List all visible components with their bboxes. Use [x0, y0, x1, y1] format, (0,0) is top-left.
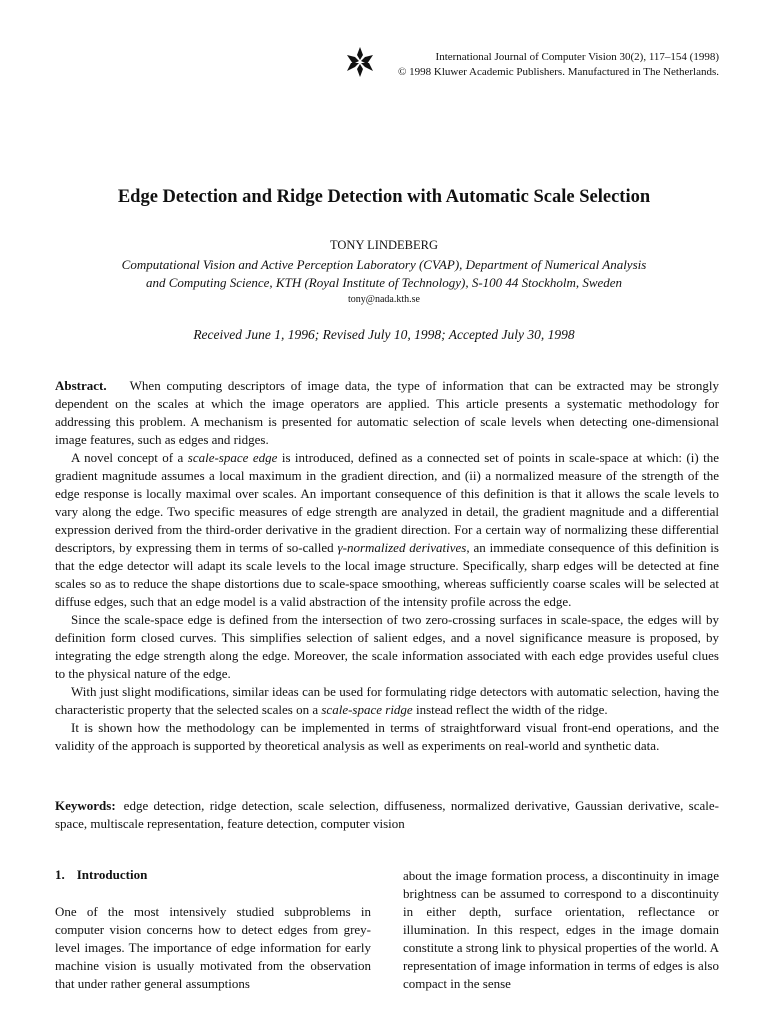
- journal-citation: International Journal of Computer Vision 30(2), 117–154 (1998): [435, 51, 719, 63]
- paper-title: Edge Detection and Ridge Detection with Automatic Scale Selection: [117, 187, 651, 207]
- copyright-line: © 1998 Kluwer Academic Publishers. Manufactured in The Netherlands.: [398, 66, 719, 78]
- section-heading-introduction: [55, 867, 147, 883]
- abstract: [55, 377, 719, 755]
- abstract-p4-text-b: instead reflect the width of the ridge.: [412, 702, 608, 717]
- abstract-paragraph-5: It is shown how the methodology can be implemented in terms of straightforward visual front-end operations, and the validity of the approach is supported by theoretical analysis as well as experiments on real-world and synthetic data.: [55, 720, 719, 753]
- section-title: Introduction: [76, 867, 148, 882]
- submission-dates: Received June 1, 1996; Revised July 10, 1998; Accepted July 30, 1998: [193, 327, 575, 342]
- intro-column-right: about the image formation process, a discontinuity in image brightness can be assumed to correspond to a discontinuity in either depth, surface orientation, reflectance or illumination. In this respect, edges in the image domain constitute a strong link to physical properties of the world. A representation of image information in terms of edges is also compact in the sense: [403, 868, 719, 991]
- author-email: tony@nada.kth.se: [348, 294, 420, 305]
- abstract-p2-text-c: , an immediate consequence of this definition is that the edge detector will adapt its scale levels to the local image structure. Specifically, sharp edges will be detected at fine scales so as to reduce the shape distortions due to scale-space smoothing, whereas sufficiently coarse scales will be selected at diffuse edges, such that an edge model is a valid abstraction of the intensity profile across the edge.: [55, 540, 719, 609]
- abstract-paragraph-4: [55, 683, 719, 719]
- term-scale-space-edge: scale-space edge: [187, 450, 278, 465]
- abstract-p2-text-a: A novel concept of a: [71, 450, 188, 465]
- affiliation-line-1: Computational Vision and Active Perception Laboratory (CVAP), Department of Numerical Analysis: [121, 257, 647, 272]
- term-scale-space-ridge: scale-space ridge: [321, 702, 413, 717]
- abstract-label: Abstract.: [55, 378, 107, 393]
- keywords-label: Keywords:: [55, 798, 116, 813]
- section-number: 1.: [55, 867, 65, 882]
- keywords-list: edge detection, ridge detection, scale selection, diffuseness, normalized derivative, Gaussian derivative, scale-space, multiscale representation, feature detection, computer vision: [55, 798, 719, 831]
- keywords: [55, 797, 719, 833]
- abstract-paragraph-2: [55, 449, 719, 611]
- abstract-p2-text-b: is introduced, defined as a connected set of points in scale-space at which: (i) the gradient magnitude assumes a local maximum in the gradient direction, and (ii) a normalized measure of the strength of the edge response is locally maximal over scales. An important consequence of this definition is that it allows the scale levels to vary along the edge. Two specific measures of edge strength are analyzed in detail, the gradient magnitude and a differential expression derived from the third-order derivative in the gradient direction. For a certain way of normalizing these differential descriptors, by expressing them in terms of so-called: [55, 450, 719, 555]
- abstract-p1-text: When computing descriptors of image data, the type of information that can be extracted may be strongly dependent on the scales at which the image operators are applied. This article presents a systematic methodology for addressing this problem. A mechanism is presented for automatic selection of scale levels when detecting one-dimensional image features, such as edges and ridges.: [55, 378, 719, 447]
- abstract-paragraph-1: [55, 377, 719, 449]
- affiliation-line-2: and Computing Science, KTH (Royal Institute of Technology), S-100 44 Stockholm, Sweden: [145, 275, 623, 290]
- abstract-p4-text-a: With just slight modifications, similar ideas can be used for formulating ridge detectors with automatic selection, having the characteristic property that the selected scales on a: [55, 684, 719, 717]
- term-gamma-normalized-derivatives: γ-normalized derivatives: [337, 540, 467, 555]
- abstract-paragraph-3: Since the scale-space edge is defined from the intersection of two zero-crossing surfaces in scale-space, the edges will by definition form closed curves. This simplifies selection of salient edges, and a novel significance measure is proposed, by integrating the edge strength along the edge. Moreover, the scale information associated with each edge provides useful clues to the physical nature of the edge.: [55, 612, 719, 681]
- publisher-logo-icon: [347, 47, 373, 77]
- intro-column-left: One of the most intensively studied subproblems in computer vision concerns how to detect edges from grey-level images. The importance of edge information for early machine vision is usually motivated from the observation that under rather general assumptions: [55, 904, 371, 991]
- author-name: TONY LINDEBERG: [330, 238, 438, 252]
